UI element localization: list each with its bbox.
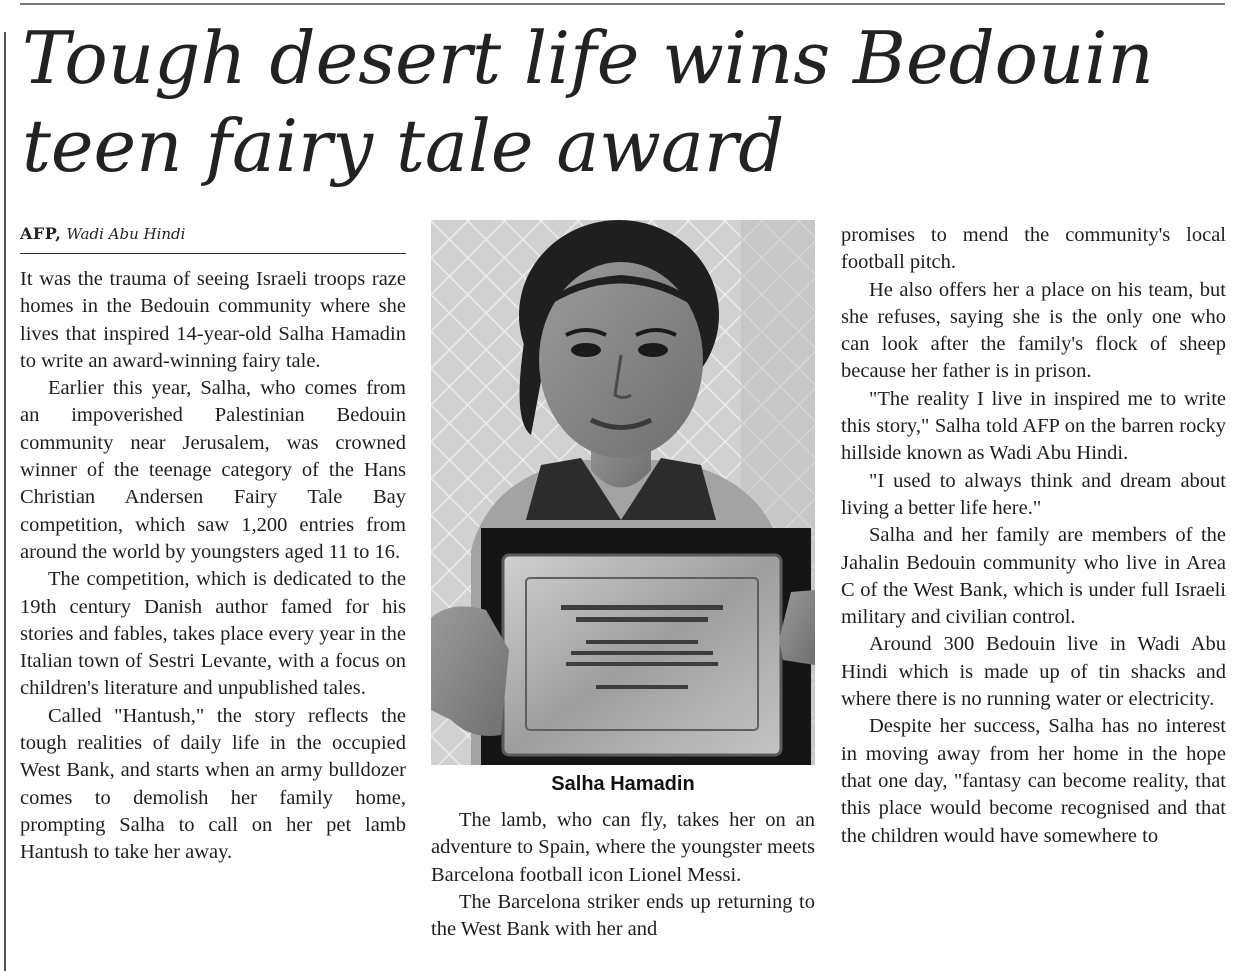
paragraph: Despite her success, Salha has no interest in moving away from her home in the hope that one day, "fantasy can become reality, that this place would become recognised and that the children would have somewhere to [841, 715, 1226, 847]
paragraph: It was the trauma of seeing Israeli troops raze homes in the Bedouin community where she lives that inspired 14-year-old Salha Hamadin to write an award-winning fairy tale. [20, 268, 406, 372]
byline-rule [20, 253, 406, 254]
paragraph: "The reality I live in inspired me to write this story," Salha told AFP on the barren rocky hillside known as Wadi Abu Hindi. [841, 387, 1226, 465]
photo-caption: Salha Hamadin [551, 773, 695, 795]
byline-place: Wadi Abu Hindi [66, 225, 186, 243]
article-column-2 [431, 807, 815, 943]
paragraph: Called "Hantush," the story reflects the tough realities of daily life in the occupied West Bank, and starts when an army bulldozer comes to demolish her family home, prompting Salha to call on her pet lamb Hantush to take her away. [20, 704, 406, 864]
paragraph: "I used to always think and dream about living a better life here." [841, 469, 1226, 519]
byline-agency: AFP, [20, 224, 62, 243]
top-rule [20, 3, 1225, 5]
paragraph: Salha and her family are members of the Jahalin Bedouin community who live in Area C of the West Bank, which is under full Israeli military and civilian control. [841, 524, 1226, 629]
paragraph: The lamb, who can fly, takes her on an adventure to Spain, where the youngster meets Barcelona football icon Lionel Messi. [431, 809, 815, 886]
photo-illustration [431, 220, 815, 765]
headline: Tough desert life wins Bedouin teen fairy tale award [22, 16, 1154, 188]
paragraph: The competition, which is dedicated to the 19th century Danish author famed for his stories and fables, takes place every year in the Italian town of Sestri Levante, with a focus on children's literature and unpublished tales. [20, 568, 406, 700]
paragraph: Around 300 Bedouin live in Wadi Abu Hindi which is made up of tin shacks and where there is no running water or electricity. [841, 633, 1226, 711]
photo-salha-hamadin [431, 220, 815, 765]
paragraph: Earlier this year, Salha, who comes from an impoverished Palestinian Bedouin community near Jerusalem, was crowned winner of the teenage category of the Hans Christian Andersen Fairy Tale Bay competition, which saw 1,200 entries from around the world by youngsters aged 11 to 16. [20, 377, 406, 563]
paragraph: promises to mend the community's local football pitch. [841, 224, 1226, 274]
article-column-1 [20, 266, 406, 867]
article-column-3 [841, 222, 1226, 850]
left-column-rule [4, 32, 6, 971]
paragraph: He also offers her a place on his team, but she refuses, saying she is the only one who can look after the family's flock of sheep because her father is in prison. [841, 278, 1226, 383]
byline [20, 224, 185, 243]
paragraph: The Barcelona striker ends up returning to the West Bank with her and [431, 890, 815, 941]
